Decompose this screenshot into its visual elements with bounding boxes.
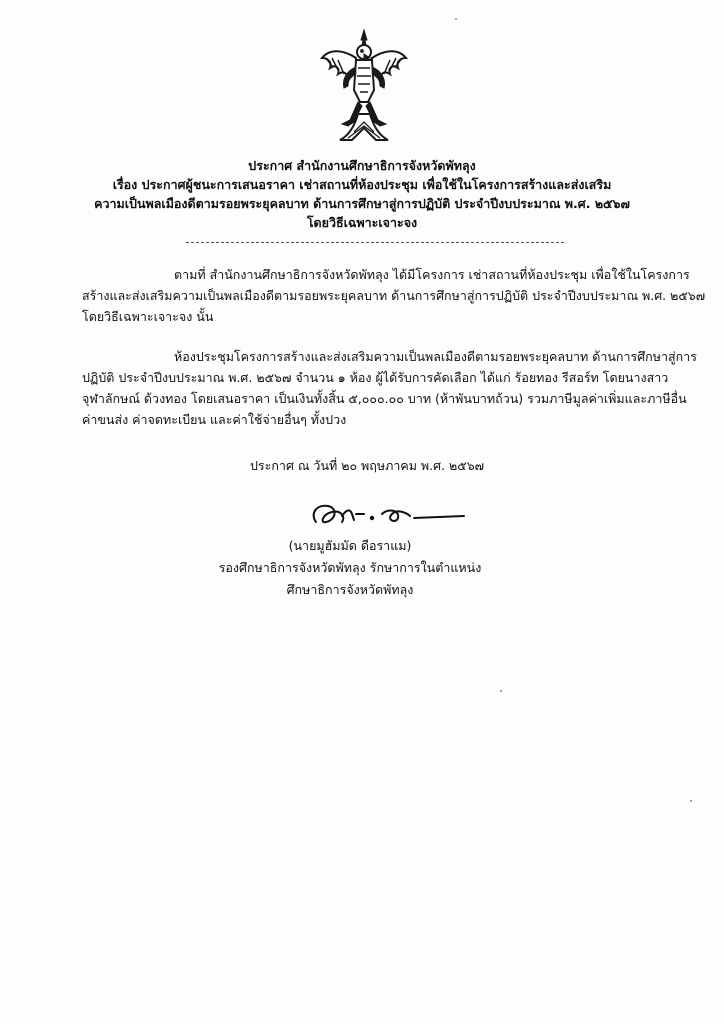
paragraph-line: ค่าขนส่ง ค่าจดทะเบียน และค่าใช้จ่ายอื่นๆ ทั้งปวง xyxy=(82,412,347,427)
handwritten-signature xyxy=(306,494,476,534)
paragraph-line: สร้างและส่งเสริมความเป็นพลเมืองดีตามรอยพระยุคลบาท ด้านการศึกษาสู่การปฏิบัติ ประจำปีงบประมาณ พ.ศ. ๒๕๖๗ xyxy=(82,288,706,303)
announcement-title: ประกาศ สำนักงานศึกษาธิการจังหวัดพัทลุง xyxy=(248,158,476,173)
subject-line: เรื่อง ประกาศผู้ชนะการเสนอราคา เช่าสถานที่ห้องประชุม เพื่อใช้ในโครงการสร้างและส่งเสริม xyxy=(112,177,612,192)
paragraph-line: ห้องประชุมโครงการสร้างและส่งเสริมความเป็นพลเมืองดีตามรอยพระยุคลบาท ด้านการศึกษาสู่การ xyxy=(174,349,697,364)
paragraph-line: โดยวิธีเฉพาะเจาะจง นั้น xyxy=(82,309,214,324)
subject-line-continued: ความเป็นพลเมืองดีตามรอยพระยุคลบาท ด้านการศึกษาสู่การปฏิบัติ ประจำปีงบประมาณ พ.ศ. ๒๕๖๗ xyxy=(94,196,630,211)
paragraph-line: ตามที่ สำนักงานศึกษาธิการจังหวัดพัทลุง ได้มีโครงการ เช่าสถานที่ห้องประชุม เพื่อใช้ในโครงการ xyxy=(174,267,690,282)
paragraph-background xyxy=(82,264,706,327)
paragraph-line: จุฬาลักษณ์ ด้วงทอง โดยเสนอราคา เป็นเงินทั้งสิ้น ๕,๐๐๐.๐๐ บาท (ห้าพันบาทถ้วน) รวมภาษีมูลค่าเพิ่มและภาษีอื่น xyxy=(82,391,687,406)
procurement-method: โดยวิธีเฉพาะเจาะจง xyxy=(306,215,418,230)
paragraph-line: ปฏิบัติ ประจำปีงบประมาณ พ.ศ. ๒๕๖๗ จำนวน ๑ ห้อง ผู้ได้รับการคัดเลือก ได้แก่ ร้อยทอง รีสอร์ท โดยนางสาว xyxy=(82,370,669,385)
scan-speck xyxy=(455,18,457,20)
scan-speck xyxy=(500,690,502,692)
signatory-position-continued: ศึกษาธิการจังหวัดพัทลุง xyxy=(286,582,414,597)
paragraph-award xyxy=(82,346,697,430)
garuda-emblem-icon xyxy=(318,28,410,146)
signatory-name: (นายมูฮัมมัด ดือราแม) xyxy=(288,538,412,553)
signatory-position: รองศึกษาธิการจังหวัดพัทลุง รักษาการในตำแหน่ง xyxy=(218,560,482,575)
header-divider xyxy=(186,242,564,243)
announcement-date: ประกาศ ณ วันที่ ๒๐ พฤษภาคม พ.ศ. ๒๕๖๗ xyxy=(250,458,485,473)
scan-speck xyxy=(690,800,692,802)
